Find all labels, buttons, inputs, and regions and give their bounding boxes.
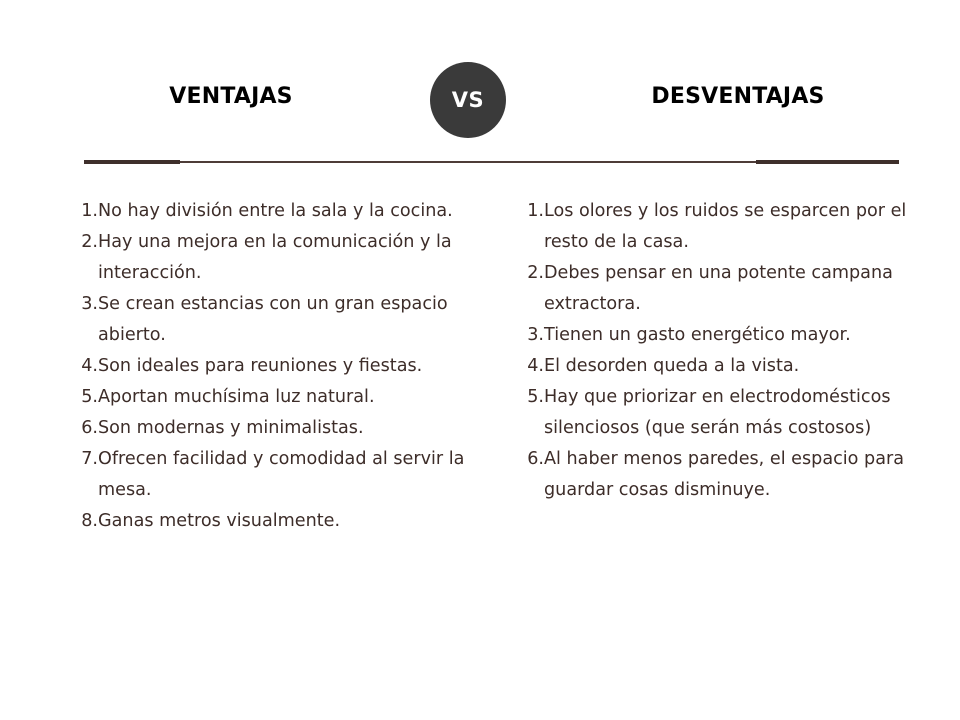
item-number: 7. (81, 449, 98, 469)
vs-label: VS (451, 88, 485, 112)
item-text: Hay que priorizar en electrodomésticos silenciosos (que serán más costosos) (544, 387, 891, 438)
ventajas-heading: VENTAJAS (169, 84, 293, 109)
desventajas-item (522, 444, 922, 506)
divider-accent-right (756, 160, 899, 164)
item-text: Son ideales para reuniones y fiestas. (98, 356, 423, 376)
item-number: 5. (527, 387, 544, 407)
ventajas-item (76, 506, 468, 537)
item-text: Debes pensar en una potente campana extractora. (544, 263, 893, 314)
desventajas-item (522, 382, 922, 444)
item-text: Ofrecen facilidad y comodidad al servir la mesa. (98, 449, 465, 500)
item-number: 5. (81, 387, 98, 407)
item-number: 3. (81, 294, 98, 314)
item-number: 6. (81, 418, 98, 438)
desventajas-item (522, 320, 922, 351)
item-number: 6. (527, 449, 544, 469)
item-number: 1. (81, 201, 98, 221)
item-text: No hay división entre la sala y la cocina. (98, 201, 453, 221)
item-text: Son modernas y minimalistas. (98, 418, 364, 438)
divider-accent-left (84, 160, 180, 164)
item-text: Hay una mejora en la comunicación y la interacción. (98, 232, 452, 283)
desventajas-list (522, 196, 922, 506)
desventajas-item (522, 196, 922, 258)
ventajas-item (76, 382, 468, 413)
ventajas-item (76, 289, 468, 351)
item-number: 3. (527, 325, 544, 345)
ventajas-item (76, 444, 468, 506)
item-number: 4. (527, 356, 544, 376)
item-text: Aportan muchísima luz natural. (98, 387, 375, 407)
item-text: El desorden queda a la vista. (544, 356, 800, 376)
item-text: Ganas metros visualmente. (98, 511, 341, 531)
item-number: 1. (527, 201, 544, 221)
vs-badge (430, 62, 506, 138)
item-text: Al haber menos paredes, el espacio para guardar cosas disminuye. (544, 449, 904, 500)
desventajas-item (522, 351, 922, 382)
item-number: 2. (527, 263, 544, 283)
item-text: Tienen un gasto energético mayor. (544, 325, 851, 345)
ventajas-item (76, 227, 468, 289)
desventajas-heading: DESVENTAJAS (651, 84, 825, 109)
ventajas-item (76, 196, 468, 227)
item-number: 8. (81, 511, 98, 531)
ventajas-list (76, 196, 468, 537)
item-number: 4. (81, 356, 98, 376)
ventajas-item (76, 413, 468, 444)
item-number: 2. (81, 232, 98, 252)
item-text: Los olores y los ruidos se esparcen por el resto de la casa. (544, 201, 907, 252)
item-text: Se crean estancias con un gran espacio abierto. (98, 294, 448, 345)
desventajas-item (522, 258, 922, 320)
ventajas-item (76, 351, 468, 382)
